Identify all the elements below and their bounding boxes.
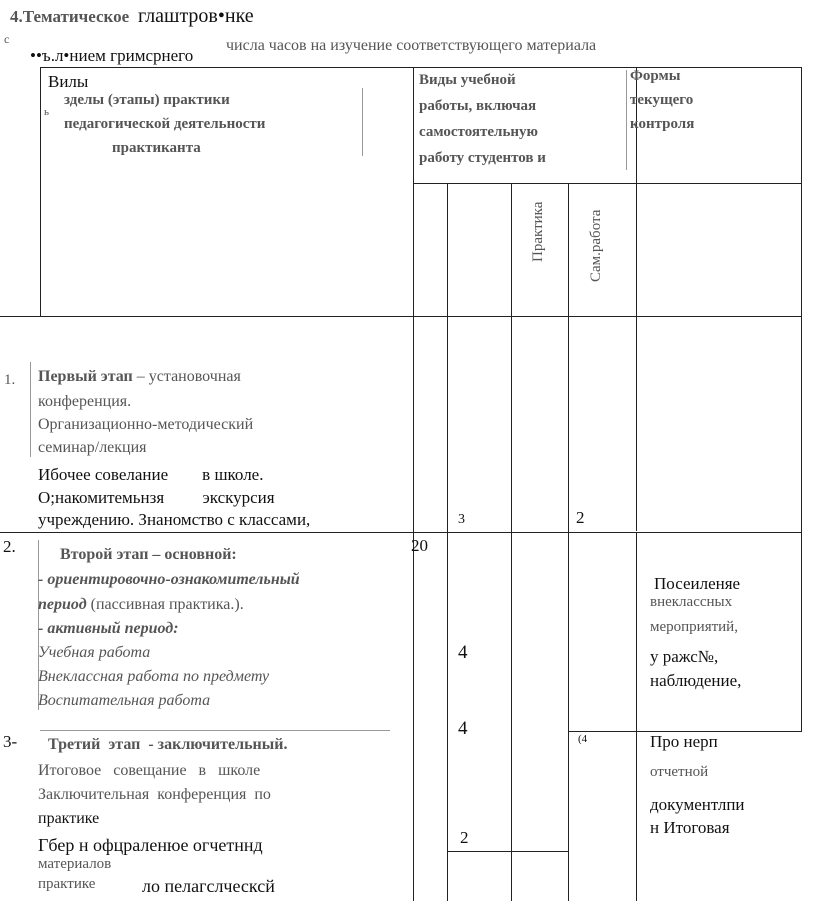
row-overlay-line: ло пелагслческсй	[142, 876, 275, 896]
row-hours-a: 3	[458, 512, 465, 527]
header-col3-line: контроля	[630, 116, 695, 132]
row-number: 1.	[4, 372, 16, 388]
row-line: практике	[38, 810, 100, 827]
row-line: - ориентировочно-ознакомительный	[38, 571, 300, 588]
header-col2-line: работу студентов и	[419, 150, 546, 166]
heading-sub-left: ••ъ.л•нием гримсрнего	[30, 46, 194, 65]
row-line: практике	[38, 876, 96, 892]
control-line: отчетной	[650, 764, 709, 780]
row-line: конференция.	[38, 393, 132, 410]
row-practice-hours: 4	[458, 642, 468, 663]
row-overlay-line: учреждению. Знаномство с классами,	[38, 510, 311, 529]
row-line: Внеклассная работа по предмету	[38, 668, 270, 685]
row-line: Воспитательная работа	[38, 692, 211, 709]
control-line: документлпи	[650, 795, 745, 814]
row-overlay-line: Ибочее совелание в школе.	[38, 465, 264, 484]
subheader-self-work: Сам.работа	[588, 209, 604, 282]
header-col1-mark: ь	[44, 106, 50, 118]
heading-sub-right: числа часов на изучение соответствующего материала	[226, 37, 597, 54]
header-col1-line: педагогической деятельности	[64, 116, 266, 132]
row-line: - активный период:	[38, 620, 179, 637]
control-line: внеклассных	[650, 594, 733, 610]
row-line: Учебная работа	[38, 644, 151, 661]
header-col1-line: практиканта	[112, 140, 201, 156]
header-col3-line: текущего	[630, 92, 694, 108]
row-line: Итоговое совещание в школе	[38, 762, 261, 779]
row-line: семинар/лекция	[38, 439, 147, 456]
control-line: у ражс№,	[650, 647, 719, 666]
header-col2-line: Виды учебной	[419, 72, 516, 88]
row-title: Второй этап – основной:	[60, 546, 237, 563]
control-line: мероприятий,	[650, 619, 738, 635]
row-number: 2.	[3, 537, 16, 556]
heading-title-rest: глаштров•нке	[138, 5, 254, 27]
row-line: Организационно-методический	[38, 416, 254, 433]
row-line: период (пассивная практика.).	[38, 596, 244, 613]
header-col2-line: самостоятельную	[419, 124, 538, 140]
subheader-practice: Практика	[530, 201, 546, 262]
row-hours-self: 2	[576, 508, 585, 527]
row-overlay-line: Гбер н офцраленюе огчетннд	[38, 835, 263, 855]
row-title: Первый этап – установочная	[38, 368, 241, 385]
row-title: Третий этап - заключительный.	[48, 736, 288, 753]
header-col1-line: зделы (этапы) практики	[64, 92, 230, 108]
control-line: н Итоговая	[650, 818, 730, 837]
heading-c-mark: с	[4, 32, 10, 46]
control-line: наблюдение,	[650, 671, 742, 690]
row-line: Заключительная конференция по	[38, 786, 271, 803]
header-col1-overlay: Вилы	[48, 72, 89, 91]
row-self-hours: (4	[578, 733, 588, 745]
row-total-hours: 20	[411, 536, 428, 555]
header-col2-line: работы, включая	[419, 98, 537, 114]
control-line: Посеиленяе	[654, 574, 741, 593]
row-practice-hours: 2	[460, 828, 469, 847]
row-overlay-line: О;накомитемьнзя экскурсия	[38, 488, 275, 507]
control-line: Про нерп	[650, 732, 718, 751]
row-line: материалов	[38, 856, 112, 872]
header-col3-line: Формы	[630, 68, 681, 84]
row-practice-hours: 4	[458, 718, 468, 739]
row-number: 3-	[3, 732, 18, 751]
heading-number-title: 4.Тематическое	[10, 7, 130, 26]
